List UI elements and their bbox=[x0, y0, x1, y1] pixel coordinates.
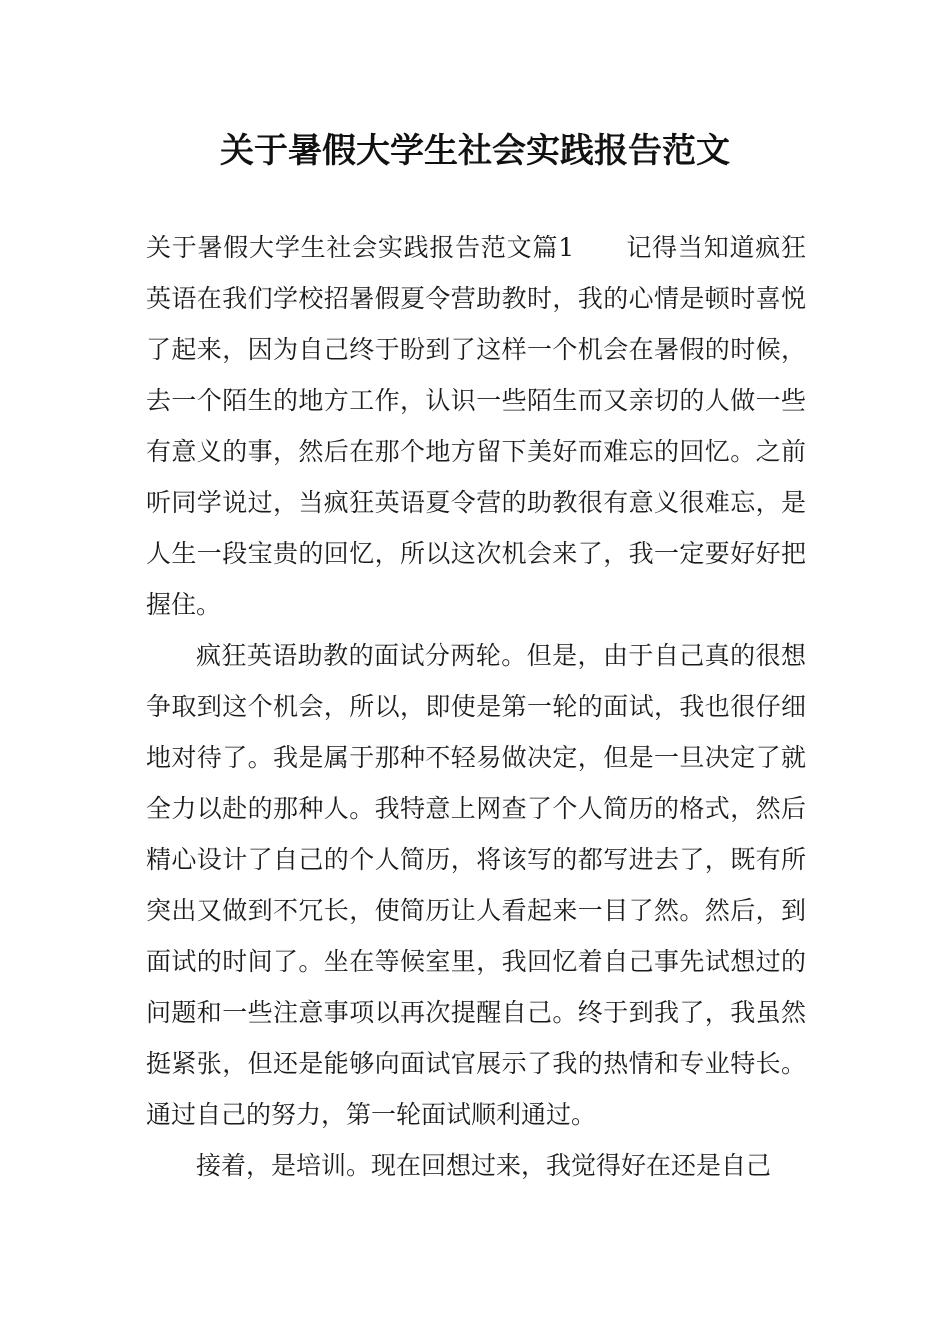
paragraph-2: 疯狂英语助教的面试分两轮。但是，由于自己真的很想争取到这个机会，所以，即使是第一轮的面试，我也很仔细地对待了。我是属于那种不轻易做决定，但是一旦决定了就全力以赴的那种人。我特意上网查了个人简历的格式，然后精心设计了自己的个人简历，将该写的都写进去了，既有所突出又做到不冗长，使简历让人看起来一目了然。然后，到面试的时间了。坐在等候室里，我回忆着自己事先试想过的问题和一些注意事项以再次提醒自己。终于到我了，我虽然挺紧张，但还是能够向面试官展示了我的热情和专业特长。通过自己的努力，第一轮面试顺利通过。 bbox=[146, 641, 806, 1129]
page-title: 关于暑假大学生社会实践报告范文 bbox=[220, 131, 730, 171]
paragraph-3: 接着，是培训。现在回想过来，我觉得好在还是自己 bbox=[196, 1151, 772, 1180]
document-body bbox=[146, 222, 806, 1191]
paragraph-1: 关于暑假大学生社会实践报告范文篇1 记得当知道疯狂英语在我们学校招暑假夏令营助教时，我的心情是顿时喜悦了起来，因为自己终于盼到了这样一个机会在暑假的时候，去一个陌生的地方工作，认识一些陌生而又亲切的人做一些有意义的事，然后在那个地方留下美好而难忘的回忆。之前听同学说过，当疯狂英语夏令营的助教很有意义很难忘，是人生一段宝贵的回忆，所以这次机会来了，我一定要好好把握住。 bbox=[146, 233, 806, 619]
